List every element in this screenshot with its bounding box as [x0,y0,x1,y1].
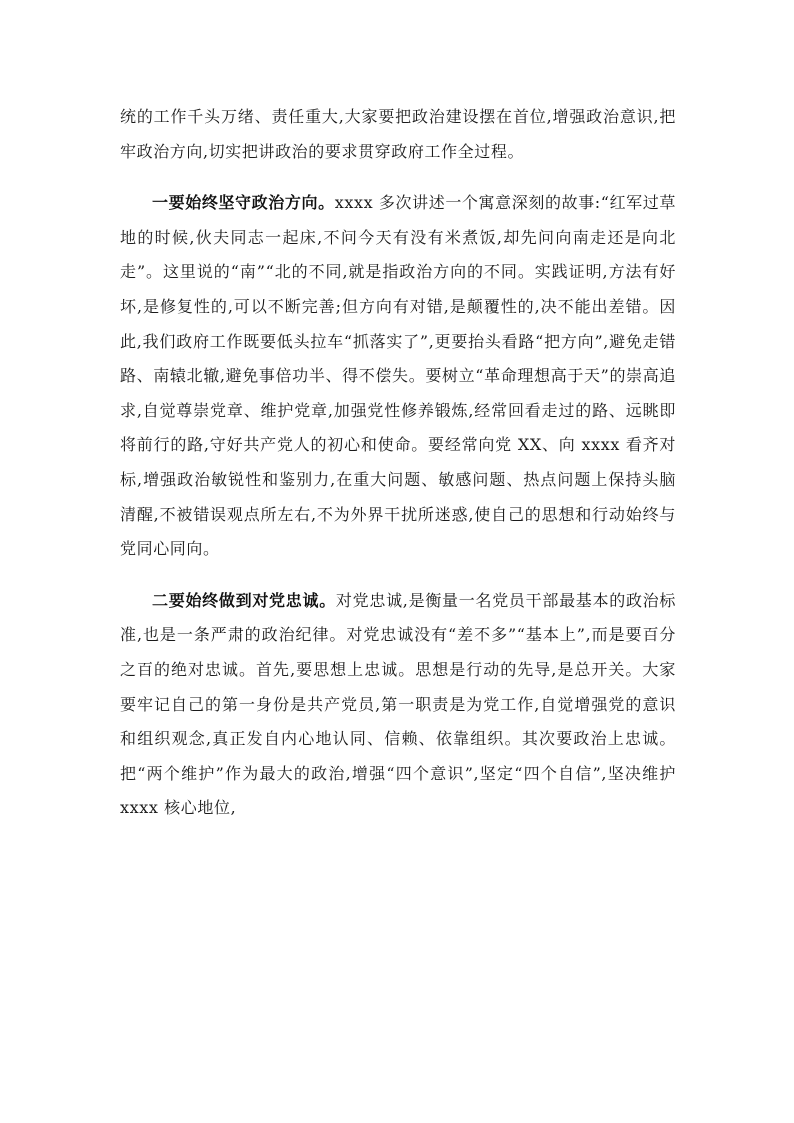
paragraph-text: xxxx 多次讲述一个寓意深刻的故事:“红军过草地的时候,伙夫同志一起床,不问今天有没有米煮饭,却先问向南走还是向北走”。这里说的“南”“北的不同,就是指政治方向的不同。实践证明,方法有好坏,是修复性的,可以不断完善;但方向有对错,是颠覆性的,决不能出差错。因此,我们政府工作既要低头拉车“抓落实了”,更要抬头看路“把方向”,避免走错路、南辕北辙,避免事倍功半、得不偿失。要树立“革命理想高于天”的崇高追求,自觉尊崇党章、维护党章,加强党性修养锻炼,经常回看走过的路、远眺即将前行的路,守好共产党人的初心和使命。要经常向党 XX、向 xxxx 看齐对标,增强政治敏锐性和鉴别力,在重大问题、敏感问题、热点问题上保持头脑清醒,不被错误观点所左右,不为外界干扰所迷惑,使自己的思想和行动始终与党同心同向。 [120,193,676,559]
paragraph-lead-heading: 一要始终坚守政治方向。 [152,193,335,213]
paragraph-text: 统的工作千头万绪、责任重大,大家要把政治建设摆在首位,增强政治意识,把牢政治方向,切实把讲政治的要求贯穿政府工作全过程。 [120,107,676,161]
paragraph-text: 对党忠诚,是衡量一名党员干部最基本的政治标准,也是一条严肃的政治纪律。对党忠诚没有“差不多”“基本上”,而是要百分之百的绝对忠诚。首先,要思想上忠诚。思想是行动的先导,是总开关。大家要牢记自己的第一身份是共产党员,第一职责是为党工作,自觉增强党的意识和组织观念,真正发自内心地认同、信赖、依靠组织。其次要政治上忠诚。把“两个维护”作为最大的政治,增强“四个意识”,坚定“四个自信”,坚决维护 xxxx 核心地位, [120,590,676,818]
paragraph-party-loyalty [120,584,676,826]
paragraph-lead-heading: 二要始终做到对党忠诚。 [152,590,336,610]
paragraph-continuation [120,100,676,169]
document-body [120,100,676,843]
paragraph-political-direction [120,186,676,567]
